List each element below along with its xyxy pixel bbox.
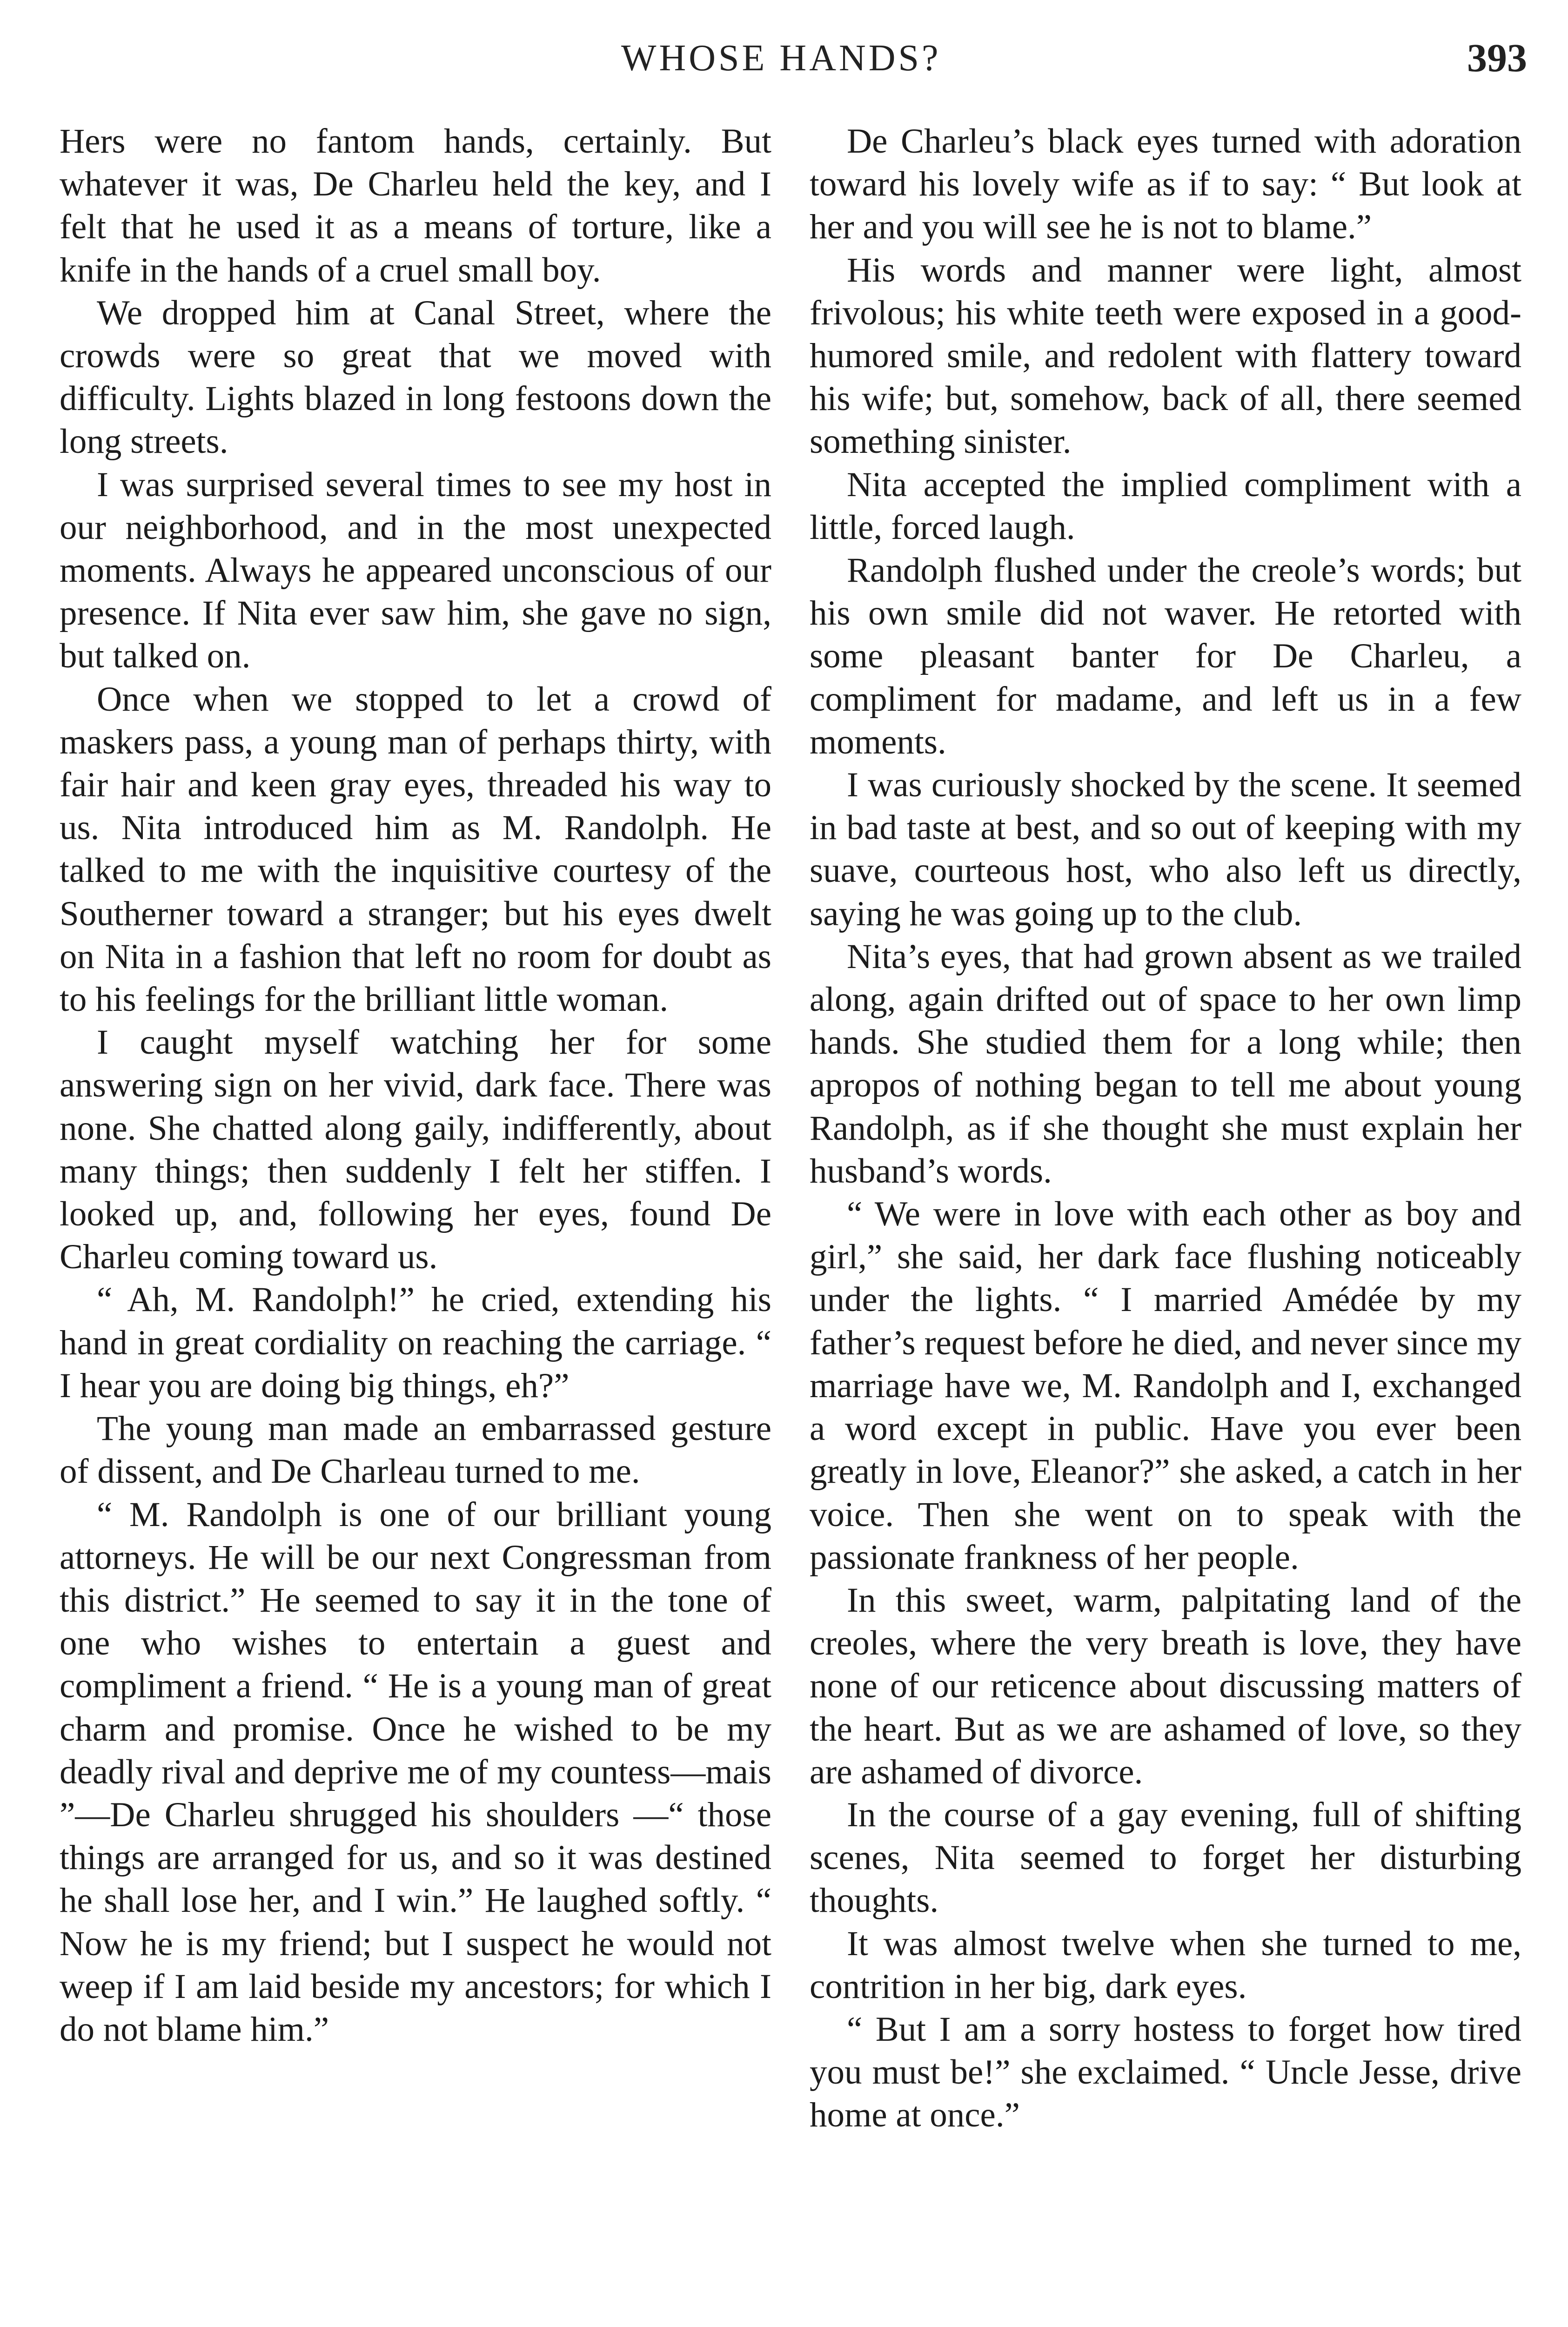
left-column xyxy=(60,120,771,2051)
paragraph: Nita’s eyes, that had grown absent as we trailed along, again drifted out of space to her own limp hands. She studied them for a long while; then apropos of nothing began to tell me about young Randolph, as if she thought she must explain her husband’s words. xyxy=(810,937,1521,1190)
paragraph: In the course of a gay evening, full of shifting scenes, Nita seemed to forget her disturbing thoughts. xyxy=(810,1795,1521,1920)
paragraph: “ M. Randolph is one of our brilliant young attorneys. He will be our next Congressman from this district.” He seemed to say it in the tone of one who wishes to entertain a guest and compliment a friend. “ He is a young man of great charm and promise. Once he wished to be my deadly rival and deprive me of my countess—mais ”—De Charleu shrugged his shoulders —“ those things are arranged for us, and so it was destined he shall lose her, and I win.” He laughed softly. “ Now he is my friend; but I suspect he would not weep if I am laid beside my ancestors; for which I do not blame him.” xyxy=(60,1495,771,2049)
paragraph: I caught myself watching her for some answering sign on her vivid, dark face. There was none. She chatted along gaily, indifferently, about many things; then suddenly I felt her stiffen. I looked up, and, following her eyes, found De Charleu coming toward us. xyxy=(60,1023,771,1277)
paragraph: In this sweet, warm, palpitating land of the creoles, where the very breath is love, they have none of our reticence about discussing matters of the heart. But as we are ashamed of love, so they are ashamed of divorce. xyxy=(810,1580,1521,1791)
paragraph: De Charleu’s black eyes turned with adoration toward his lovely wife as if to say: “ But look at her and you will see he is not to blame.” xyxy=(810,122,1521,247)
page-number: 393 xyxy=(1467,35,1527,80)
paragraph: Nita accepted the implied compliment with a little, forced laugh. xyxy=(810,465,1521,547)
paragraph: His words and manner were light, almost frivolous; his white teeth were exposed in a good-humored smile, and redolent with flattery toward his wife; but, somehow, back of all, there seemed something sinister. xyxy=(810,250,1521,461)
paragraph: The young man made an embarrassed gesture of dissent, and De Charleau turned to me. xyxy=(60,1409,771,1491)
right-column xyxy=(810,120,1521,2137)
paragraph: Once when we stopped to let a crowd of maskers pass, a young man of perhaps thirty, with fair hair and keen gray eyes, threaded his way to us. Nita introduced him as M. Randolph. He talked to me with the inquisitive courtesy of the Southerner toward a stranger; but his eyes dwelt on Nita in a fashion that left no room for doubt as to his feelings for the brilliant little woman. xyxy=(60,679,771,1019)
paragraph: It was almost twelve when she turned to me, contrition in her big, dark eyes. xyxy=(810,1924,1521,2006)
paragraph: “ We were in love with each other as boy and girl,” she said, her dark face flushing noticeably under the lights. “ I married Amédée by my father’s request before he died, and never since my marriage have we, M. Randolph and I, exchanged a word except in public. Have you ever been greatly in love, Eleanor?” she asked, a catch in her voice. Then she went on to speak with the passionate frankness of her people. xyxy=(810,1195,1521,1577)
paragraph: I was surprised several times to see my host in our neighborhood, and in the most unexpected moments. Always he appeared unconscious of our presence. If Nita ever saw him, she gave no sign, but talked on. xyxy=(60,465,771,676)
paragraph: “ Ah, M. Randolph!” he cried, extending his hand in great cordiality on reaching the carriage. “ I hear you are doing big things, eh?” xyxy=(60,1280,771,1405)
running-head-title: WHOSE HANDS? xyxy=(621,38,941,79)
paragraph: “ But I am a sorry hostess to forget how tired you must be!” she exclaimed. “ Uncle Jesse, drive home at once.” xyxy=(810,2010,1521,2135)
paragraph: We dropped him at Canal Street, where the crowds were so great that we moved with difficulty. Lights blazed in long festoons down the long streets. xyxy=(60,293,771,461)
paragraph: Randolph flushed under the creole’s words; but his own smile did not waver. He retorted with some pleasant banter for De Charleu, a compliment for madame, and left us in a few moments. xyxy=(810,551,1521,761)
paragraph: I was curiously shocked by the scene. It seemed in bad taste at best, and so out of keeping with my suave, courteous host, who also left us directly, saying he was going up to the club. xyxy=(810,766,1521,933)
paragraph: Hers were no fantom hands, certainly. But whatever it was, De Charleu held the key, and I felt that he used it as a means of torture, like a knife in the hands of a cruel small boy. xyxy=(60,122,771,289)
